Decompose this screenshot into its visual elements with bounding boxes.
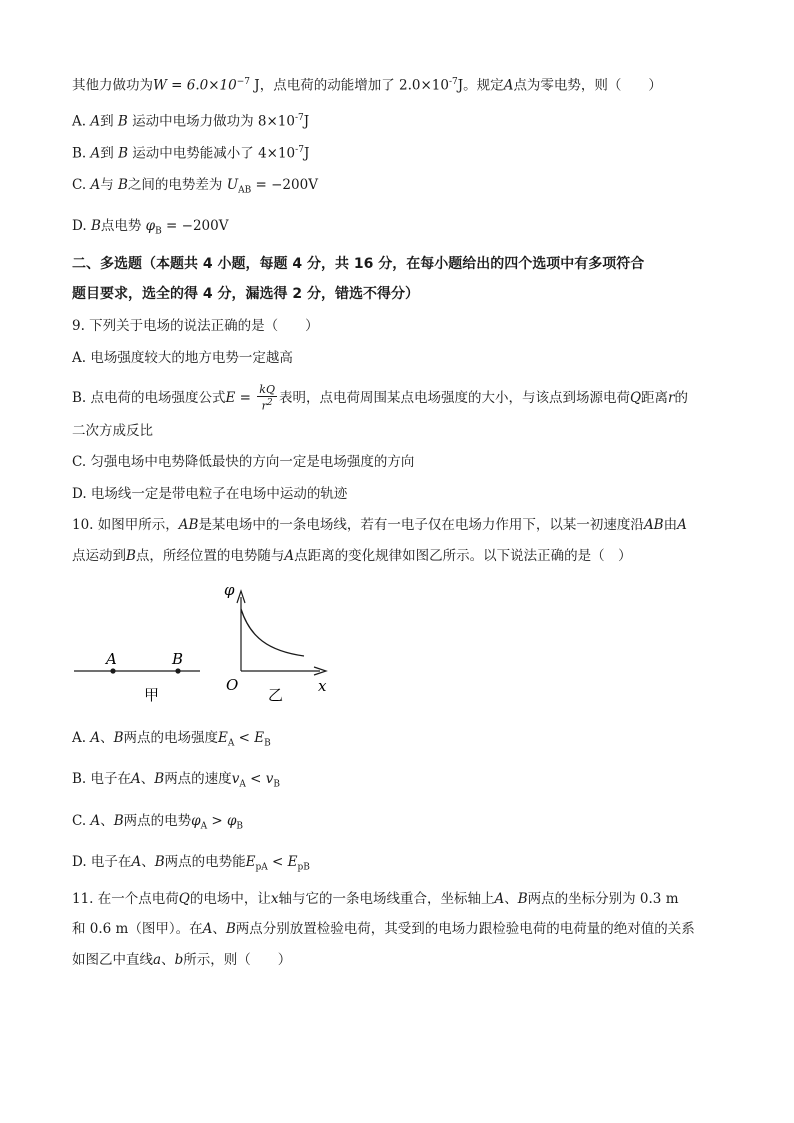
q10-figure xyxy=(60,575,360,705)
q11-stem-line1: 11. 在一个点电荷Q的电场中，让x轴与它的一条电场线重合，坐标轴上A、B两点的坐标分别为 0.3 m xyxy=(72,891,679,907)
potential-curve xyxy=(241,609,304,656)
section-heading-line1: 二、多选题（本题共 4 小题，每题 4 分，共 16 分，在每小题给出的四个选项中有多项符合 xyxy=(72,256,645,272)
q8-option-d: D. B点电势 $\varphi_B = -200V$ xyxy=(72,218,229,237)
q8-option-a: A. A到 B 运动中电场力做功为 $8\times 10^{-7}J$ xyxy=(72,113,310,130)
q10-option-a: A. A、B两点的电场强度$E_A < E_B$ xyxy=(72,730,271,749)
q8-stem: 其他力做功为$W = 6.0\times 10^{-7}$ J，点电荷的动能增加了 $2.0\times 10^{-7}J$。规定A点为零电势，则（ ） xyxy=(72,77,662,94)
q10-stem-line1: 10. 如图甲所示，AB是某电场中的一条电场线，若有一电子仅在电场力作用下，以某一初速度沿AB由A xyxy=(72,517,687,533)
q8-option-c: C. A与 B之间的电势差为 $U_{AB} = -200V$ xyxy=(72,177,318,196)
q10-option-b: B. 电子在A、B两点的速度$v_A < v_B$ xyxy=(72,771,280,790)
axis-x-label: x xyxy=(318,677,327,695)
point-a-dot xyxy=(110,668,115,673)
axis-phi-label: φ xyxy=(224,581,235,599)
origin-label: O xyxy=(226,676,239,694)
q9-option-d: D. 电场线一定是带电粒子在电场中运动的轨迹 xyxy=(72,486,348,502)
figure-jia-label: 甲 xyxy=(144,686,160,704)
q10-stem-line2: 点运动到B点，所经位置的电势随与A点距离的变化规律如图乙所示。以下说法正确的是（ ） xyxy=(72,548,632,564)
coulomb-fraction: $\frac{kQ}{r^2}$ xyxy=(259,383,275,413)
q8-option-b: B. A到 B 运动中电势能减小了 $4\times 10^{-7}J$ xyxy=(72,145,310,162)
point-b-dot xyxy=(175,668,180,673)
point-b-label: B xyxy=(172,650,184,668)
q10-option-c: C. A、B两点的电势$\varphi_A > \varphi_B$ xyxy=(72,813,244,832)
figure-yi-label: 乙 xyxy=(268,686,284,704)
q9-option-b: B. 点电荷的电场强度公式E = $\frac{kQ}{r^2}$ 表明，点电荷周围某点电场强度的大小，与该点到场源电荷Q距离r的 xyxy=(72,383,689,413)
q11-stem-line3: 如图乙中直线a、b所示，则（ ） xyxy=(72,952,292,968)
section-heading-line2: 题目要求，选全的得 4 分，漏选得 2 分，错选不得分） xyxy=(72,286,419,302)
q9-option-a: A. 电场强度较大的地方电势一定越高 xyxy=(72,350,293,366)
q11-stem-line2: 和 0.6 m（图甲）。在A、B两点分别放置检验电荷，其受到的电场力跟检验电荷的电荷量的绝对值的关系 xyxy=(72,921,695,937)
q10-option-d: D. 电子在A、B两点的电势能$E_{pA} < E_{pB}$ xyxy=(72,854,310,873)
q9-stem: 9. 下列关于电场的说法正确的是（ ） xyxy=(72,318,319,334)
q9-option-b-cont: 二次方成反比 xyxy=(72,423,153,439)
q9-option-c: C. 匀强电场中电势降低最快的方向一定是电场强度的方向 xyxy=(72,454,415,470)
point-a-label: A xyxy=(106,650,117,668)
